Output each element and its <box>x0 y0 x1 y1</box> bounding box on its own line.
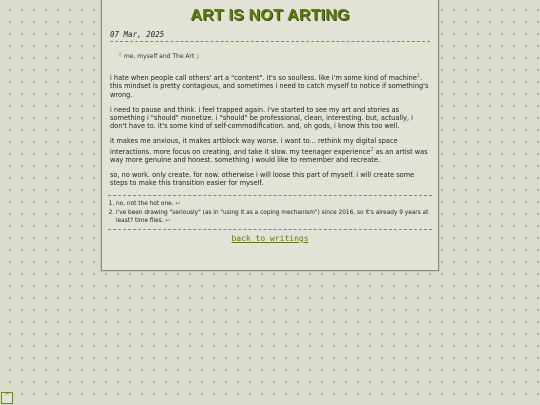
post-body <box>110 72 430 188</box>
footnote-1: 1. no, not the hot one. ↩ <box>116 200 430 208</box>
paragraph-1: i hate when people call others' art a "content". it's so soulless. like i'm some kind of machine$^1$. this mindset is pretty contagious, and sometimes i need to catch myself to notice if something's wrong. <box>110 73 429 99</box>
page-title: ART IS NOT ARTING <box>190 7 350 24</box>
nav-divider <box>108 229 432 230</box>
post-date: 07 Mar, 2025 <box>110 30 430 42</box>
footnote-2: 2. i've been drawing "seriously" (as in "using it as a coping mechanism") since 2016, so it's already 9 years at least? time flies. ↩ <box>116 210 430 226</box>
footnotes-list <box>116 200 430 226</box>
paragraph-4: so, no work. only create. for now. otherwise i will loose this part of myself. i will create some steps to make this transition easier for myself. <box>110 171 415 188</box>
scroll-top-button[interactable]: ^ <box>1 392 13 404</box>
footnote-back-link-1[interactable]: ↩ <box>175 199 181 207</box>
back-to-writings-link[interactable]: back to writings <box>231 233 309 243</box>
footnote-ref-2[interactable]: 2 <box>370 146 374 153</box>
footnote-back-link-2[interactable]: ↩ <box>165 217 171 225</box>
paragraph-3: it makes me anxious, it makes artblock way worse. i want to... rethink my digital space interactions. more focus on creating, and take it slow. my teenager experience$^2$ as an artist was way more genuine and honest. something i would like to remember and recreate. <box>110 137 428 164</box>
paragraph-2: i need to pause and think. i feel trapped again. i've started to see my art and stories as something i "should" monetize. i "should" be professional, clean, interesting. but, actually, i don't have to. it's some kind of self-commodification. and, oh gods, i know this too well. <box>110 105 413 131</box>
footnote-ref-1[interactable]: 1 <box>416 73 421 79</box>
footnotes-divider <box>108 195 432 196</box>
post-card <box>101 0 439 271</box>
post-tag: 『 me, myself and The Art 』 <box>116 53 203 60</box>
